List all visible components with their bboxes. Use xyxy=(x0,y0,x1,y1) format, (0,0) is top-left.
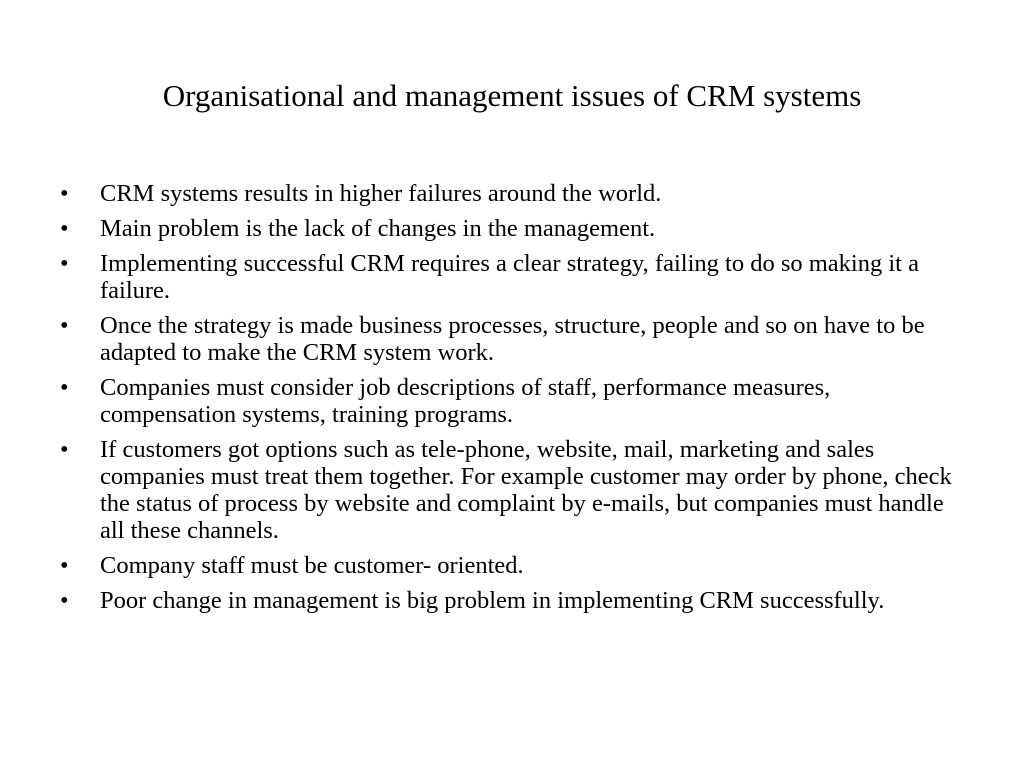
bullet-text: CRM systems results in higher failures around the world. xyxy=(100,180,662,207)
bullet-text: Once the strategy is made business processes, structure, people and so on have to be adapted to make the CRM system work. xyxy=(100,312,925,366)
bullet-text: Companies must consider job descriptions of staff, performance measures, compensation systems, training programs. xyxy=(100,374,831,428)
bullet-icon: • xyxy=(60,312,69,339)
bullet-icon: • xyxy=(60,436,69,463)
bullet-icon: • xyxy=(60,180,69,207)
bullet-text: Main problem is the lack of changes in the management. xyxy=(100,215,656,242)
list-item xyxy=(60,215,960,242)
bullet-text: Company staff must be customer- oriented. xyxy=(100,552,524,579)
bullet-icon: • xyxy=(60,215,69,242)
bullet-text: Implementing successful CRM requires a clear strategy, failing to do so making it a failure. xyxy=(100,250,919,304)
list-item xyxy=(60,374,960,428)
list-item xyxy=(60,587,960,614)
list-item xyxy=(60,552,960,579)
bullet-icon: • xyxy=(60,587,69,614)
list-item xyxy=(60,436,960,544)
list-item xyxy=(60,312,960,366)
bullet-text: If customers got options such as tele-phone, website, mail, marketing and sales companies must treat them together. For example customer may order by phone, check the status of process by website and complaint by e-mails, but companies must handle all these channels. xyxy=(100,436,952,544)
bullet-list xyxy=(60,180,960,622)
bullet-text: Poor change in management is big problem in implementing CRM successfully. xyxy=(100,587,885,614)
list-item xyxy=(60,180,960,207)
bullet-icon: • xyxy=(60,250,69,277)
slide-title: Organisational and management issues of CRM systems xyxy=(162,78,862,113)
list-item xyxy=(60,250,960,304)
bullet-icon: • xyxy=(60,374,69,401)
bullet-icon: • xyxy=(60,552,69,579)
